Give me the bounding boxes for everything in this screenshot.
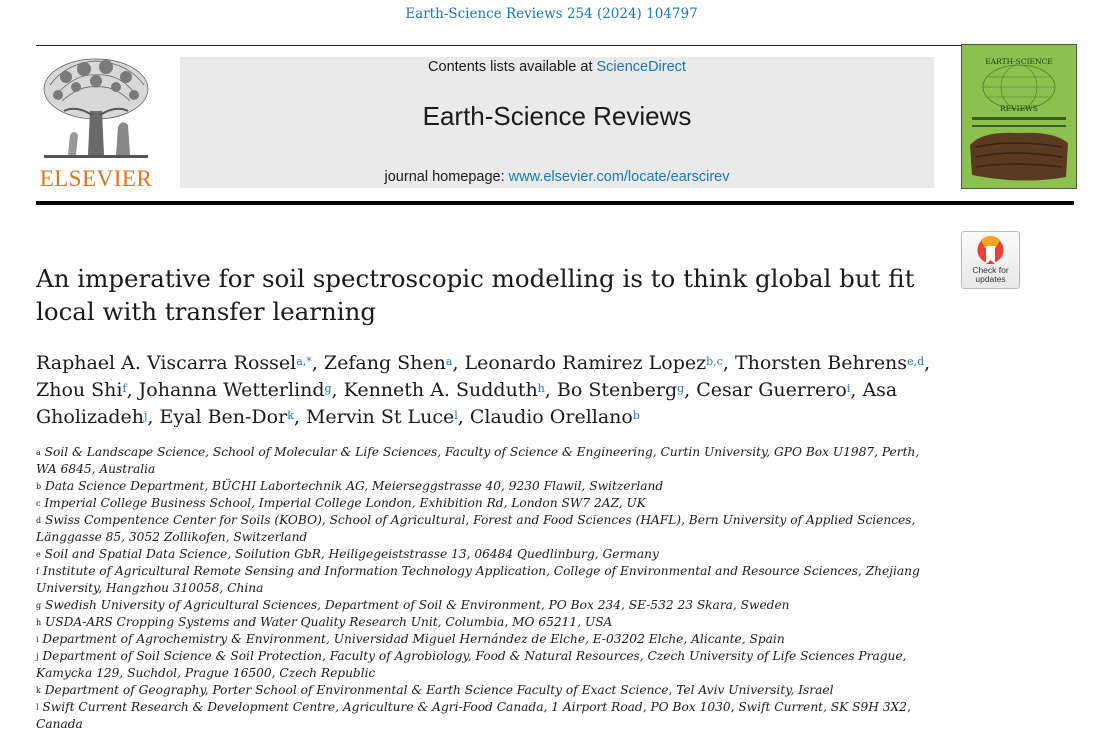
crossmark-icon bbox=[962, 234, 1019, 268]
check-for-updates-button[interactable] bbox=[961, 231, 1020, 289]
author-affiliation-marker[interactable]: e,d bbox=[907, 355, 925, 368]
affiliation-text: Institute of Agricultural Remote Sensing and Information Technology Application, College of Environmental and Resource Sciences, Zhejiang University, Hangzhou 310058, China bbox=[36, 564, 920, 595]
affiliation-item bbox=[36, 631, 936, 648]
affiliation-text: Soil and Spatial Data Science, Soilution GbR, Heiligegeiststrasse 13, 06484 Quedlinburg, Germany bbox=[40, 547, 659, 561]
author-name-text[interactable]: Zefang Shen bbox=[323, 352, 446, 374]
author-name[interactable] bbox=[696, 379, 850, 401]
affiliation-text: Department of Agrochemistry & Environment, Universidad Miguel Hernández de Elche, E-03202 Elche, Alicante, Spain bbox=[38, 632, 785, 646]
author-name[interactable] bbox=[139, 379, 332, 401]
author-separator: , bbox=[924, 352, 931, 374]
author-affiliation-marker[interactable]: g bbox=[677, 382, 685, 395]
affiliation-list bbox=[36, 444, 936, 733]
author-separator: , bbox=[331, 379, 344, 401]
homepage-line bbox=[180, 169, 934, 185]
article-title: An imperative for soil spectroscopic modelling is to think global but fit local with transfer learning bbox=[36, 264, 915, 326]
author-affiliation-marker[interactable]: l bbox=[454, 409, 458, 422]
affiliation-item bbox=[36, 563, 936, 597]
affiliation-item bbox=[36, 546, 936, 563]
header-bottom-rule bbox=[36, 201, 1074, 205]
publisher-name: ELSEVIER bbox=[39, 166, 153, 191]
affiliation-text: USDA-ARS Cropping Systems and Water Quality Research Unit, Columbia, MO 65211, USA bbox=[41, 615, 613, 629]
affiliation-key: j bbox=[36, 652, 39, 661]
author-separator: , bbox=[544, 379, 557, 401]
author-affiliation-marker[interactable]: j bbox=[144, 409, 148, 422]
author-affiliation-marker[interactable]: k bbox=[287, 409, 294, 422]
author-name-text[interactable]: Cesar Guerrero bbox=[696, 379, 847, 401]
affiliation-key: f bbox=[36, 567, 39, 576]
author-name-text[interactable]: Bo Stenberg bbox=[556, 379, 678, 401]
journal-citation[interactable] bbox=[0, 6, 1103, 22]
author-separator: , bbox=[311, 352, 324, 374]
globe-icon bbox=[962, 45, 1076, 188]
author-affiliation-marker[interactable]: b,c bbox=[706, 355, 723, 368]
affiliation-key: d bbox=[36, 516, 42, 525]
crossmark-label bbox=[962, 266, 1019, 284]
author-name[interactable] bbox=[36, 379, 127, 401]
author-name[interactable] bbox=[306, 406, 458, 428]
affiliation-key: l bbox=[36, 703, 39, 712]
author-list bbox=[36, 350, 956, 431]
affiliation-text: Swedish University of Agricultural Sciences, Department of Soil & Environment, PO Box 234, SE-532 23 Skara, Sweden bbox=[41, 598, 790, 612]
author-affiliation-marker[interactable]: h bbox=[537, 382, 545, 395]
contents-line bbox=[180, 59, 934, 75]
affiliation-text: Swiss Compentence Center for Soils (KOBO), School of Agricultural, Forest and Food Sciences (HAFL), Bern University of Applied Sciences, Länggasse 85, 3052 Zollikofen, Switzerland bbox=[36, 513, 916, 544]
author-affiliation-marker[interactable]: b bbox=[632, 409, 640, 422]
author-affiliation-marker[interactable]: a,* bbox=[296, 355, 312, 368]
contents-prefix: Contents lists available at bbox=[428, 59, 597, 75]
homepage-prefix: journal homepage: bbox=[384, 169, 509, 185]
author-name-text[interactable]: Mervin St Luce bbox=[305, 406, 455, 428]
affiliation-text: Department of Soil Science & Soil Protection, Faculty of Agrobiology, Food & Natural Resources, Czech University of Life Sciences Prague, Kamycka 129, Suchdol, Prague 16500, Czech Republic bbox=[36, 649, 907, 680]
author-name-text[interactable]: Raphael A. Viscarra Rossel bbox=[36, 352, 297, 374]
affiliation-item bbox=[36, 478, 936, 495]
affiliation-text: Data Science Department, BÜCHI Labortechnik AG, Meierseggstrasse 40, 9230 Flawil, Switzerland bbox=[41, 479, 664, 493]
journal-banner bbox=[180, 57, 934, 188]
affiliation-item bbox=[36, 495, 936, 512]
cover-title-line1: EARTH-SCIENCE bbox=[985, 57, 1053, 66]
affiliation-text: Soil & Landscape Science, School of Molecular & Life Sciences, Faculty of Science & Engineering, Curtin University, GPO Box U1987, Perth, WA 6845, Australia bbox=[36, 445, 920, 476]
author-separator: , bbox=[452, 352, 465, 374]
affiliation-key: c bbox=[36, 499, 41, 508]
author-name-text[interactable]: Eyal Ben-Dor bbox=[159, 406, 288, 428]
author-name[interactable] bbox=[36, 352, 312, 374]
author-name-text[interactable]: Johanna Wetterlind bbox=[138, 379, 325, 401]
author-name[interactable] bbox=[470, 406, 640, 428]
author-separator: , bbox=[293, 406, 306, 428]
affiliation-key: k bbox=[36, 686, 41, 695]
cover-title-line2: REVIEWS bbox=[1000, 104, 1038, 113]
author-separator: , bbox=[684, 379, 697, 401]
affiliation-key: g bbox=[36, 601, 42, 610]
sciencedirect-link[interactable]: ScienceDirect bbox=[596, 59, 686, 75]
author-affiliation-marker[interactable]: f bbox=[122, 382, 127, 395]
author-separator: , bbox=[126, 379, 139, 401]
author-separator: , bbox=[457, 406, 470, 428]
author-name-text[interactable]: Kenneth A. Sudduth bbox=[343, 379, 538, 401]
affiliation-item bbox=[36, 444, 936, 478]
affiliation-key: a bbox=[36, 448, 41, 457]
affiliation-item bbox=[36, 597, 936, 614]
tree-icon bbox=[36, 55, 156, 167]
affiliation-key: e bbox=[36, 550, 41, 559]
author-name[interactable] bbox=[735, 352, 924, 374]
author-name-text[interactable]: Asa Gholizadeh bbox=[36, 379, 898, 428]
author-name-text[interactable]: Zhou Shi bbox=[36, 379, 123, 401]
affiliation-item bbox=[36, 682, 936, 699]
author-name[interactable] bbox=[344, 379, 545, 401]
crossmark-label-line1: Check for bbox=[972, 265, 1009, 275]
affiliation-text: Swift Current Research & Development Centre, Agriculture & Agri-Food Canada, 1 Airport Road, PO Box 1030, Swift Current, SK S9H 3X2, Canada bbox=[36, 700, 911, 731]
author-name[interactable] bbox=[557, 379, 684, 401]
journal-title: Earth-Science Reviews bbox=[422, 101, 692, 131]
author-affiliation-marker[interactable]: i bbox=[846, 382, 851, 395]
affiliation-key: h bbox=[36, 618, 42, 627]
citation-link[interactable]: Earth-Science Reviews 254 (2024) 104797 bbox=[405, 6, 698, 22]
affiliation-key: i bbox=[36, 635, 39, 644]
affiliation-key: b bbox=[36, 482, 42, 491]
author-name-text[interactable]: Claudio Orellano bbox=[469, 406, 633, 428]
author-affiliation-marker[interactable]: a bbox=[445, 355, 453, 368]
author-name[interactable] bbox=[465, 352, 723, 374]
affiliation-item bbox=[36, 614, 936, 631]
affiliation-text: Department of Geography, Porter School of Environmental & Earth Science Faculty of Exact Science, Tel Aviv University, Israel bbox=[40, 683, 834, 697]
author-affiliation-marker[interactable]: g bbox=[324, 382, 332, 395]
author-separator: , bbox=[147, 406, 160, 428]
crossmark-label-line2: updates bbox=[975, 274, 1006, 284]
header-top-rule bbox=[36, 45, 1074, 46]
author-name[interactable] bbox=[160, 406, 294, 428]
author-separator: , bbox=[722, 352, 735, 374]
affiliation-item bbox=[36, 648, 936, 682]
affiliation-text: Imperial College Business School, Imperial College London, Exhibition Rd, London SW7 2AZ, UK bbox=[40, 496, 646, 510]
affiliation-item bbox=[36, 512, 936, 546]
affiliation-item bbox=[36, 699, 936, 733]
journal-cover[interactable] bbox=[961, 44, 1077, 189]
author-name[interactable] bbox=[324, 352, 453, 374]
author-name-text[interactable]: Leonardo Ramirez Lopez bbox=[464, 352, 707, 374]
homepage-link[interactable]: www.elsevier.com/locate/earscirev bbox=[508, 169, 730, 185]
author-name-text[interactable]: Thorsten Behrens bbox=[734, 352, 908, 374]
author-separator: , bbox=[850, 379, 863, 401]
